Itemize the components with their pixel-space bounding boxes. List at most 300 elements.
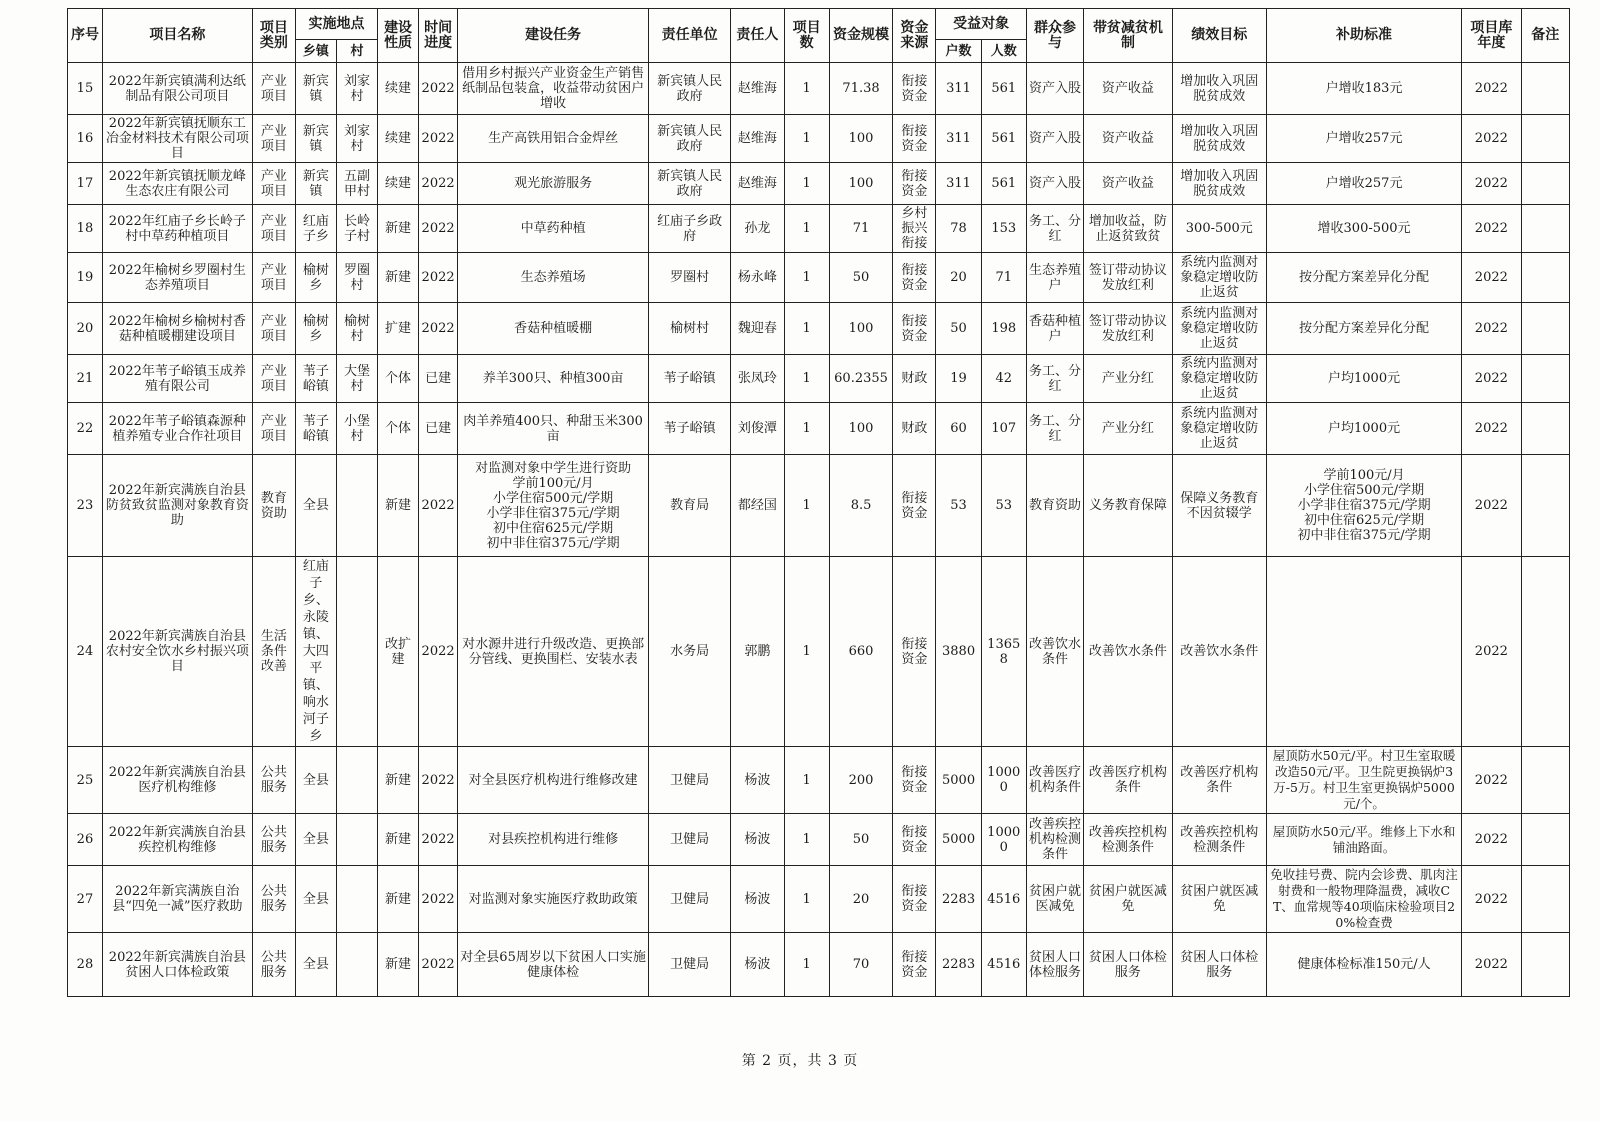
cell-people: 10000 xyxy=(981,814,1026,866)
cell-remark xyxy=(1521,747,1569,814)
cell-year: 2022 xyxy=(1462,403,1522,455)
cell-progress: 2022 xyxy=(419,115,458,163)
cell-person: 杨波 xyxy=(731,933,784,997)
cell-category: 公共服务 xyxy=(252,866,295,933)
cell-households: 311 xyxy=(936,63,981,115)
cell-count: 1 xyxy=(784,355,829,403)
cell-fund: 50 xyxy=(829,253,893,303)
cell-village xyxy=(336,455,377,557)
cell-person: 张凤玲 xyxy=(731,355,784,403)
cell-town: 全县 xyxy=(295,814,336,866)
cell-line: 小学非住宿375元/学期 xyxy=(486,505,620,521)
cell-village xyxy=(336,866,377,933)
cell-standard: 按分配方案差异化分配 xyxy=(1267,253,1462,303)
header-standard: 补助标准 xyxy=(1267,9,1462,63)
table-row xyxy=(68,115,1570,163)
cell-count: 1 xyxy=(784,115,829,163)
cell-participation: 资产入股 xyxy=(1026,163,1083,205)
cell-standard: 健康体检标准150元/人 xyxy=(1267,933,1462,997)
cell-village: 罗圈村 xyxy=(336,253,377,303)
cell-remark xyxy=(1521,163,1569,205)
cell-year: 2022 xyxy=(1462,163,1522,205)
cell-nature: 续建 xyxy=(378,63,419,115)
cell-name: 2022年新宾满族自治县贫困人口体检政策 xyxy=(102,933,252,997)
cell-source: 乡村振兴衔接 xyxy=(893,205,936,253)
page-number: 第 2 页，共 3 页 xyxy=(741,1053,859,1069)
cell-nature: 新建 xyxy=(378,253,419,303)
cell-village xyxy=(336,747,377,814)
table-row xyxy=(68,303,1570,355)
cell-fund: 100 xyxy=(829,303,893,355)
cell-nature: 新建 xyxy=(378,455,419,557)
header-remark: 备注 xyxy=(1521,9,1569,63)
cell-count: 1 xyxy=(784,866,829,933)
cell-people: 71 xyxy=(981,253,1026,303)
cell-line: 初中非住宿375元/学期 xyxy=(1297,528,1431,543)
cell-seq: 16 xyxy=(68,115,103,163)
cell-remark xyxy=(1521,253,1569,303)
cell-mechanism: 产业分红 xyxy=(1084,403,1172,455)
cell-source: 衔接资金 xyxy=(893,115,936,163)
cell-name: 2022年新宾满族自治县疾控机构维修 xyxy=(102,814,252,866)
cell-village xyxy=(336,933,377,997)
cell-town: 榆树乡 xyxy=(295,253,336,303)
cell-unit: 新宾镇人民政府 xyxy=(649,63,731,115)
cell-mechanism: 资产收益 xyxy=(1084,63,1172,115)
cell-village: 榆树村 xyxy=(336,303,377,355)
cell-households: 19 xyxy=(936,355,981,403)
table-row xyxy=(68,403,1570,455)
cell-category: 产业项目 xyxy=(252,163,295,205)
cell-unit: 罗圈村 xyxy=(649,253,731,303)
table-row xyxy=(68,814,1570,866)
cell-standard: 户增收257元 xyxy=(1267,163,1462,205)
cell-people: 561 xyxy=(981,63,1026,115)
cell-task: 生态养殖场 xyxy=(458,253,649,303)
cell-progress: 2022 xyxy=(419,455,458,557)
cell-people: 53 xyxy=(981,455,1026,557)
cell-category: 公共服务 xyxy=(252,747,295,814)
cell-progress: 2022 xyxy=(419,205,458,253)
cell-goal: 保障义务教育不因贫辍学 xyxy=(1172,455,1266,557)
cell-standard: 户均1000元 xyxy=(1267,355,1462,403)
header-goal: 绩效目标 xyxy=(1172,9,1266,63)
cell-mechanism: 产业分红 xyxy=(1084,355,1172,403)
cell-task: 对全县65周岁以下贫困人口实施健康体检 xyxy=(458,933,649,997)
cell-mechanism: 改善疾控机构检测条件 xyxy=(1084,814,1172,866)
cell-count: 1 xyxy=(784,747,829,814)
cell-person: 郭鹏 xyxy=(731,557,784,747)
cell-person: 杨波 xyxy=(731,866,784,933)
cell-remark xyxy=(1521,63,1569,115)
header-location: 实施地点 xyxy=(295,9,377,40)
cell-households: 3880 xyxy=(936,557,981,747)
table-row xyxy=(68,355,1570,403)
header-year: 项目库年度 xyxy=(1462,9,1522,63)
cell-progress: 2022 xyxy=(419,557,458,747)
header-unit: 责任单位 xyxy=(649,9,731,63)
cell-source: 财政 xyxy=(893,355,936,403)
cell-category: 公共服务 xyxy=(252,814,295,866)
cell-line: 初中非住宿375元/学期 xyxy=(486,535,620,551)
cell-mechanism: 贫困户就医减免 xyxy=(1084,866,1172,933)
cell-count: 1 xyxy=(784,455,829,557)
header-fund: 资金规模 xyxy=(829,9,893,63)
cell-households: 5000 xyxy=(936,814,981,866)
cell-line: 初中住宿625元/学期 xyxy=(492,520,614,536)
table-header xyxy=(68,9,1570,63)
cell-person: 刘俊潭 xyxy=(731,403,784,455)
cell-progress: 2022 xyxy=(419,253,458,303)
cell-people: 561 xyxy=(981,115,1026,163)
cell-standard: 免收挂号费、院内会诊费、肌肉注射费和一般物理降温费，减收CT、血常规等40项临床检验项目20%检查费 xyxy=(1267,866,1462,933)
cell-participation: 香菇种植户 xyxy=(1026,303,1083,355)
cell-village: 五副甲村 xyxy=(336,163,377,205)
cell-goal: 系统内监测对象稳定增收防止返贫 xyxy=(1172,403,1266,455)
header-town: 乡镇 xyxy=(295,40,336,63)
cell-households: 78 xyxy=(936,205,981,253)
table-body xyxy=(68,63,1570,997)
cell-count: 1 xyxy=(784,557,829,747)
cell-households: 20 xyxy=(936,253,981,303)
cell-source: 衔接资金 xyxy=(893,163,936,205)
cell-fund: 20 xyxy=(829,866,893,933)
cell-fund: 71 xyxy=(829,205,893,253)
cell-line: 对监测对象中学生进行资助 xyxy=(475,460,632,476)
cell-town: 新宾镇 xyxy=(295,63,336,115)
cell-participation: 改善医疗机构条件 xyxy=(1026,747,1083,814)
cell-category: 产业项目 xyxy=(252,115,295,163)
cell-participation: 贫困户就医减免 xyxy=(1026,866,1083,933)
cell-town: 红庙子乡 xyxy=(295,205,336,253)
header-beneficiary: 受益对象 xyxy=(936,9,1026,40)
cell-source: 衔接资金 xyxy=(893,303,936,355)
cell-name: 2022年苇子峪镇森源种植养殖专业合作社项目 xyxy=(102,403,252,455)
cell-households: 5000 xyxy=(936,747,981,814)
cell-participation: 务工、分红 xyxy=(1026,355,1083,403)
cell-person: 杨永峰 xyxy=(731,253,784,303)
cell-nature: 个体 xyxy=(378,355,419,403)
cell-year: 2022 xyxy=(1462,933,1522,997)
project-table xyxy=(67,8,1570,997)
cell-goal: 增加收入巩固脱贫成效 xyxy=(1172,63,1266,115)
cell-year: 2022 xyxy=(1462,205,1522,253)
cell-seq: 15 xyxy=(68,63,103,115)
cell-people: 153 xyxy=(981,205,1026,253)
cell-count: 1 xyxy=(784,303,829,355)
cell-remark xyxy=(1521,866,1569,933)
cell-participation: 改善饮水条件 xyxy=(1026,557,1083,747)
cell-village: 刘家村 xyxy=(336,63,377,115)
cell-fund: 660 xyxy=(829,557,893,747)
header-nature: 建设性质 xyxy=(378,9,419,63)
cell-households: 50 xyxy=(936,303,981,355)
cell-line: 小学住宿500元/学期 xyxy=(492,490,614,506)
cell-town: 全县 xyxy=(295,455,336,557)
cell-village xyxy=(336,557,377,747)
cell-seq: 18 xyxy=(68,205,103,253)
cell-people: 4516 xyxy=(981,933,1026,997)
cell-nature: 续建 xyxy=(378,163,419,205)
table-row xyxy=(68,557,1570,747)
cell-line: 学前100元/月 xyxy=(1323,468,1405,483)
cell-category: 产业项目 xyxy=(252,63,295,115)
table-row xyxy=(68,253,1570,303)
table-row xyxy=(68,455,1570,557)
cell-category: 产业项目 xyxy=(252,403,295,455)
cell-unit: 卫健局 xyxy=(649,814,731,866)
cell-source: 衔接资金 xyxy=(893,747,936,814)
cell-person: 杨波 xyxy=(731,814,784,866)
cell-seq: 22 xyxy=(68,403,103,455)
cell-goal: 贫困人口体检服务 xyxy=(1172,933,1266,997)
cell-mechanism: 资产收益 xyxy=(1084,163,1172,205)
cell-name: 2022年新宾镇抚顺东工冶金材料技术有限公司项目 xyxy=(102,115,252,163)
cell-participation: 教育资助 xyxy=(1026,455,1083,557)
cell-year: 2022 xyxy=(1462,115,1522,163)
cell-people: 10000 xyxy=(981,747,1026,814)
cell-nature: 新建 xyxy=(378,205,419,253)
cell-participation: 务工、分红 xyxy=(1026,403,1083,455)
cell-person: 杨波 xyxy=(731,747,784,814)
cell-unit: 教育局 xyxy=(649,455,731,557)
cell-progress: 2022 xyxy=(419,814,458,866)
cell-participation: 贫困人口体检服务 xyxy=(1026,933,1083,997)
cell-task: 对县疾控机构进行维修 xyxy=(458,814,649,866)
cell-task: 肉羊养殖400只、种甜玉米300亩 xyxy=(458,403,649,455)
cell-goal: 300-500元 xyxy=(1172,205,1266,253)
cell-households: 311 xyxy=(936,115,981,163)
cell-unit: 苇子峪镇 xyxy=(649,403,731,455)
cell-count: 1 xyxy=(784,253,829,303)
header-source: 资金来源 xyxy=(893,9,936,63)
cell-participation: 改善疾控机构检测条件 xyxy=(1026,814,1083,866)
cell-participation: 资产入股 xyxy=(1026,115,1083,163)
cell-count: 1 xyxy=(784,933,829,997)
cell-name: 2022年榆树乡榆树村香菇种植暖棚建设项目 xyxy=(102,303,252,355)
header-participation: 群众参与 xyxy=(1026,9,1083,63)
cell-progress: 已建 xyxy=(419,403,458,455)
cell-name: 2022年红庙子乡长岭子村中草药种植项目 xyxy=(102,205,252,253)
cell-standard: 按分配方案差异化分配 xyxy=(1267,303,1462,355)
cell-line: 小学非住宿375元/学期 xyxy=(1297,498,1431,513)
cell-standard: 屋顶防水50元/平。维修上下水和铺油路面。 xyxy=(1267,814,1462,866)
cell-remark xyxy=(1521,205,1569,253)
cell-mechanism: 签订带动协议发放红利 xyxy=(1084,303,1172,355)
cell-seq: 21 xyxy=(68,355,103,403)
cell-seq: 17 xyxy=(68,163,103,205)
cell-seq: 24 xyxy=(68,557,103,747)
cell-standard: 增收300-500元 xyxy=(1267,205,1462,253)
cell-name: 2022年新宾满族自治县农村安全饮水乡村振兴项目 xyxy=(102,557,252,747)
cell-fund: 100 xyxy=(829,163,893,205)
cell-source: 衔接资金 xyxy=(893,63,936,115)
cell-participation: 资产入股 xyxy=(1026,63,1083,115)
cell-goal: 系统内监测对象稳定增收防止返贫 xyxy=(1172,253,1266,303)
cell-households: 60 xyxy=(936,403,981,455)
cell-line: 初中住宿625元/学期 xyxy=(1303,513,1425,528)
cell-town: 红庙子乡、永陵镇、大四平镇、响水河子乡 xyxy=(295,557,336,747)
table-row xyxy=(68,205,1570,253)
cell-goal: 系统内监测对象稳定增收防止返贫 xyxy=(1172,355,1266,403)
cell-town: 新宾镇 xyxy=(295,115,336,163)
cell-year: 2022 xyxy=(1462,814,1522,866)
cell-source: 衔接资金 xyxy=(893,557,936,747)
cell-mechanism: 改善医疗机构条件 xyxy=(1084,747,1172,814)
cell-fund: 50 xyxy=(829,814,893,866)
cell-name: 2022年新宾镇满利达纸制品有限公司项目 xyxy=(102,63,252,115)
cell-nature: 改扩建 xyxy=(378,557,419,747)
cell-mechanism: 签订带动协议发放红利 xyxy=(1084,253,1172,303)
cell-name: 2022年苇子峪镇玉成养殖有限公司 xyxy=(102,355,252,403)
header-count: 项目数 xyxy=(784,9,829,63)
cell-unit: 苇子峪镇 xyxy=(649,355,731,403)
cell-nature: 续建 xyxy=(378,115,419,163)
cell-task: 对全县医疗机构进行维修改建 xyxy=(458,747,649,814)
table-row xyxy=(68,933,1570,997)
cell-people: 107 xyxy=(981,403,1026,455)
cell-count: 1 xyxy=(784,814,829,866)
cell-unit: 榆树村 xyxy=(649,303,731,355)
cell-fund: 100 xyxy=(829,115,893,163)
cell-seq: 23 xyxy=(68,455,103,557)
cell-fund: 8.5 xyxy=(829,455,893,557)
cell-town: 苇子峪镇 xyxy=(295,403,336,455)
cell-line: 小学住宿500元/学期 xyxy=(1303,483,1425,498)
cell-remark xyxy=(1521,933,1569,997)
header-progress: 时间进度 xyxy=(419,9,458,63)
cell-seq: 27 xyxy=(68,866,103,933)
cell-category: 生活条件改善 xyxy=(252,557,295,747)
cell-source: 衔接资金 xyxy=(893,455,936,557)
cell-count: 1 xyxy=(784,403,829,455)
table-row xyxy=(68,747,1570,814)
cell-goal: 贫困户就医减免 xyxy=(1172,866,1266,933)
cell-mechanism: 增加收益，防止返贫致贫 xyxy=(1084,205,1172,253)
cell-village: 长岭子村 xyxy=(336,205,377,253)
header-people: 人数 xyxy=(981,40,1026,63)
header-task: 建设任务 xyxy=(458,9,649,63)
cell-people: 4516 xyxy=(981,866,1026,933)
cell-year: 2022 xyxy=(1462,355,1522,403)
cell-name: 2022年新宾满族自治县医疗机构维修 xyxy=(102,747,252,814)
cell-unit: 新宾镇人民政府 xyxy=(649,115,731,163)
cell-participation: 生态养殖户 xyxy=(1026,253,1083,303)
cell-task: 借用乡村振兴产业资金生产销售纸制品包装盒，收益带动贫困户增收 xyxy=(458,63,649,115)
cell-year: 2022 xyxy=(1462,253,1522,303)
cell-progress: 2022 xyxy=(419,63,458,115)
header-village: 村 xyxy=(336,40,377,63)
cell-unit: 卫健局 xyxy=(649,933,731,997)
cell-nature: 新建 xyxy=(378,814,419,866)
cell-year: 2022 xyxy=(1462,557,1522,747)
cell-town: 全县 xyxy=(295,747,336,814)
cell-source: 财政 xyxy=(893,403,936,455)
cell-source: 衔接资金 xyxy=(893,814,936,866)
cell-year: 2022 xyxy=(1462,866,1522,933)
cell-task: 养羊300只、种植300亩 xyxy=(458,355,649,403)
cell-person: 孙龙 xyxy=(731,205,784,253)
cell-seq: 20 xyxy=(68,303,103,355)
cell-nature: 扩建 xyxy=(378,303,419,355)
cell-town: 新宾镇 xyxy=(295,163,336,205)
cell-mechanism: 资产收益 xyxy=(1084,115,1172,163)
cell-town: 榆树乡 xyxy=(295,303,336,355)
cell-village xyxy=(336,814,377,866)
cell-year: 2022 xyxy=(1462,303,1522,355)
cell-nature: 新建 xyxy=(378,933,419,997)
cell-progress: 已建 xyxy=(419,355,458,403)
cell-households: 2283 xyxy=(936,866,981,933)
cell-goal: 改善饮水条件 xyxy=(1172,557,1266,747)
cell-unit: 水务局 xyxy=(649,557,731,747)
cell-seq: 19 xyxy=(68,253,103,303)
cell-source: 衔接资金 xyxy=(893,866,936,933)
cell-progress: 2022 xyxy=(419,866,458,933)
cell-standard xyxy=(1267,557,1462,747)
cell-unit: 红庙子乡政府 xyxy=(649,205,731,253)
cell-people: 13658 xyxy=(981,557,1026,747)
cell-year: 2022 xyxy=(1462,63,1522,115)
cell-name: 2022年新宾镇抚顺龙峰生态农庄有限公司 xyxy=(102,163,252,205)
cell-mechanism: 贫困人口体检服务 xyxy=(1084,933,1172,997)
table-row xyxy=(68,866,1570,933)
cell-source: 衔接资金 xyxy=(893,253,936,303)
cell-mechanism: 义务教育保障 xyxy=(1084,455,1172,557)
cell-person: 赵维海 xyxy=(731,115,784,163)
cell-task: 对监测对象实施医疗救助政策 xyxy=(458,866,649,933)
cell-fund: 200 xyxy=(829,747,893,814)
cell-remark xyxy=(1521,557,1569,747)
cell-source: 衔接资金 xyxy=(893,933,936,997)
cell-seq: 26 xyxy=(68,814,103,866)
cell-standard: 屋顶防水50元/平。村卫生室取暖改造50元/平。卫生院更换锅炉3万-5万。村卫生室更换锅炉5000元/个。 xyxy=(1267,747,1462,814)
cell-village: 刘家村 xyxy=(336,115,377,163)
cell-remark xyxy=(1521,115,1569,163)
cell-remark xyxy=(1521,455,1569,557)
cell-nature: 新建 xyxy=(378,866,419,933)
header-households: 户数 xyxy=(936,40,981,63)
cell-nature: 新建 xyxy=(378,747,419,814)
cell-standard xyxy=(1267,455,1462,557)
cell-town: 全县 xyxy=(295,933,336,997)
cell-village: 小堡村 xyxy=(336,403,377,455)
cell-standard: 户增收183元 xyxy=(1267,63,1462,115)
cell-households: 53 xyxy=(936,455,981,557)
cell-progress: 2022 xyxy=(419,163,458,205)
cell-task: 观光旅游服务 xyxy=(458,163,649,205)
cell-people: 42 xyxy=(981,355,1026,403)
cell-task: 中草药种植 xyxy=(458,205,649,253)
cell-progress: 2022 xyxy=(419,303,458,355)
cell-households: 2283 xyxy=(936,933,981,997)
cell-task: 对水源井进行升级改造、更换部分管线、更换围栏、安装水表 xyxy=(458,557,649,747)
cell-goal: 增加收入巩固脱贫成效 xyxy=(1172,115,1266,163)
cell-name: 2022年榆树乡罗圈村生态养殖项目 xyxy=(102,253,252,303)
cell-fund: 100 xyxy=(829,403,893,455)
cell-mechanism: 改善饮水条件 xyxy=(1084,557,1172,747)
cell-task xyxy=(458,455,649,557)
cell-nature: 个体 xyxy=(378,403,419,455)
cell-town: 苇子峪镇 xyxy=(295,355,336,403)
cell-unit: 卫健局 xyxy=(649,866,731,933)
cell-task: 生产高铁用铝合金焊丝 xyxy=(458,115,649,163)
cell-category: 公共服务 xyxy=(252,933,295,997)
cell-seq: 28 xyxy=(68,933,103,997)
cell-goal: 改善医疗机构条件 xyxy=(1172,747,1266,814)
header-person: 责任人 xyxy=(731,9,784,63)
cell-village: 大堡村 xyxy=(336,355,377,403)
